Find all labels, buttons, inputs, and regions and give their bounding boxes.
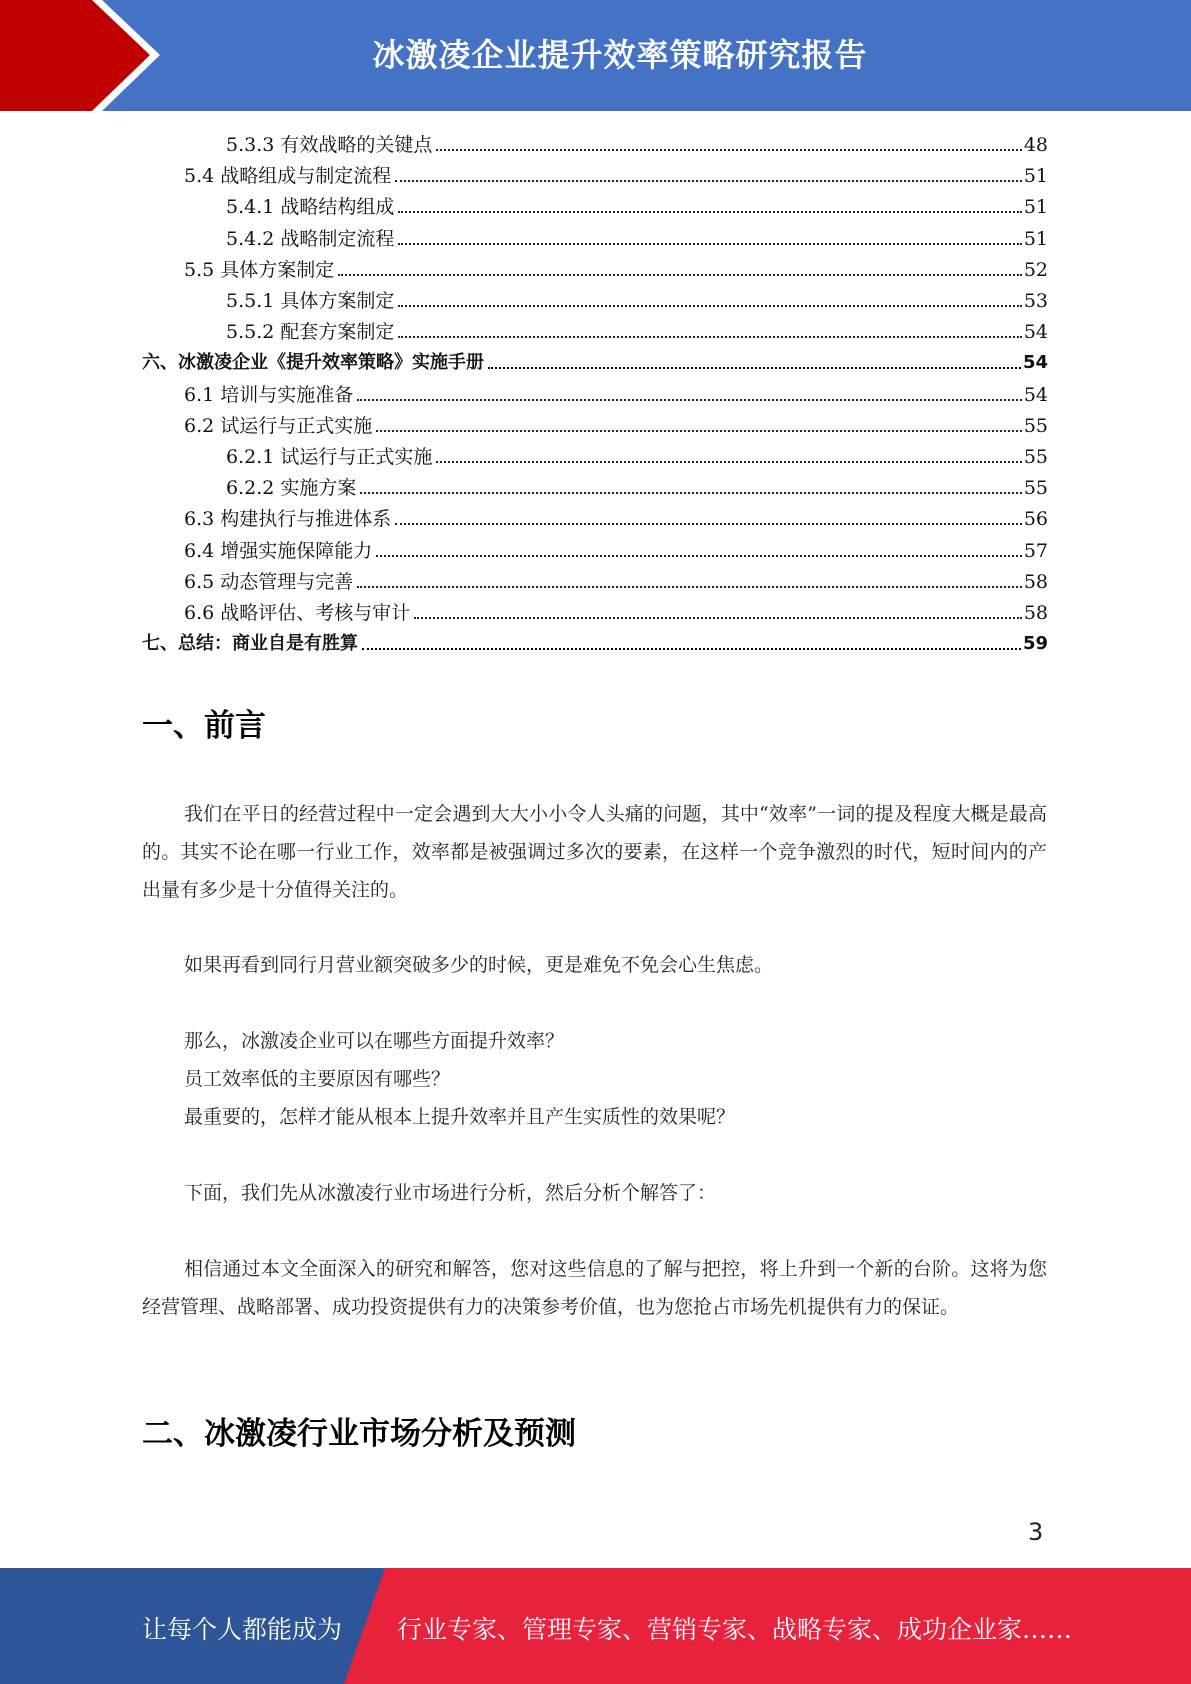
section-heading-preface: 一、前言 xyxy=(142,708,266,744)
paragraph: 下面，我们先从冰激凌行业市场进行分析，然后分析个解答了： xyxy=(184,1182,717,1204)
toc-entry-page: 59 xyxy=(1022,633,1048,655)
toc-entry[interactable] xyxy=(226,189,1048,220)
toc-entry-page: 51 xyxy=(1023,196,1048,219)
toc-entry[interactable] xyxy=(184,408,1048,439)
toc-leader-dots xyxy=(395,180,1022,182)
toc-leader-dots xyxy=(436,149,1021,151)
toc-entry[interactable] xyxy=(142,345,1048,376)
toc-entry[interactable] xyxy=(184,533,1048,564)
toc-entry-page: 56 xyxy=(1023,508,1048,531)
toc-entry-title: 6.3 构建执行与推进体系 xyxy=(184,508,392,531)
page-header xyxy=(0,0,1191,111)
toc-entry-page: 48 xyxy=(1023,134,1048,156)
footer-slogan-right: 行业专家、管理专家、营销专家、战略专家、成功企业家…… xyxy=(397,1615,1073,1644)
toc-entry[interactable] xyxy=(184,501,1048,532)
toc-entry[interactable] xyxy=(226,439,1048,470)
toc-entry-page: 51 xyxy=(1023,227,1048,250)
page-number: 3 xyxy=(1028,1518,1044,1546)
toc-leader-dots xyxy=(376,555,1022,557)
toc-entry[interactable] xyxy=(226,314,1048,345)
question-line: 员工效率低的主要原因有哪些？ xyxy=(184,1068,451,1090)
toc-leader-dots xyxy=(488,367,1021,369)
paragraph: 我们在平日的经营过程中一定会遇到大大小小令人头痛的问题，其中“效率”一词的提及程度大概是最高的。其实不论在哪一行业工作，效率都是被强调过多次的要素，在这样一个竞争激烈的时代，短时间内的产出量有多少是十分值得关注的。 xyxy=(142,803,1047,901)
section-heading-market-analysis: 二、冰激凌行业市场分析及预测 xyxy=(142,1416,576,1452)
toc-entry-title: 5.4.2 战略制定流程 xyxy=(226,227,395,250)
toc-entry-title: 6.2 试运行与正式实施 xyxy=(184,414,373,437)
toc-entry-title: 6.2.1 试运行与正式实施 xyxy=(226,446,433,468)
toc-entry-title: 5.3.3 有效战略的关键点 xyxy=(226,134,433,156)
toc-entry-page: 57 xyxy=(1023,539,1048,562)
toc-entry-page: 51 xyxy=(1023,165,1048,188)
toc-entry-title: 5.5.2 配套方案制定 xyxy=(226,321,395,344)
page-footer xyxy=(0,1568,1191,1684)
toc-leader-dots xyxy=(360,492,1021,494)
paragraph: 如果再看到同行月营业额突破多少的时候，更是难免不免会心生焦虑。 xyxy=(184,954,774,976)
toc-leader-dots xyxy=(414,617,1022,619)
toc-entry-page: 55 xyxy=(1023,477,1048,500)
toc-leader-dots xyxy=(398,305,1021,307)
toc-entry-page: 53 xyxy=(1023,290,1048,312)
toc-entry-page: 52 xyxy=(1023,258,1048,281)
toc-entry-page: 54 xyxy=(1022,352,1048,374)
toc-entry[interactable] xyxy=(184,158,1048,189)
toc-leader-dots xyxy=(398,336,1021,338)
toc-leader-dots xyxy=(436,461,1021,463)
toc-entry-title: 5.4.1 战略结构组成 xyxy=(226,196,395,219)
toc-entry-title: 5.5.1 具体方案制定 xyxy=(226,290,395,312)
toc-entry[interactable] xyxy=(226,470,1048,501)
toc-entry[interactable] xyxy=(226,127,1048,158)
footer-slogan-left: 让每个人都能成为 xyxy=(142,1615,343,1644)
toc-entry-page: 58 xyxy=(1023,602,1048,624)
toc-entry[interactable] xyxy=(226,283,1048,314)
toc-entry[interactable] xyxy=(184,564,1048,595)
toc-entry-page: 55 xyxy=(1023,414,1048,437)
toc-entry-title: 5.5 具体方案制定 xyxy=(184,258,335,281)
toc-entry-page: 58 xyxy=(1023,570,1048,593)
toc-leader-dots xyxy=(398,211,1021,213)
toc-entry-title: 6.5 动态管理与完善 xyxy=(184,570,354,593)
toc-entry[interactable] xyxy=(184,595,1048,626)
toc-entry-title: 七、总结：商业自是有胜算 xyxy=(142,633,358,655)
toc-entry-page: 54 xyxy=(1023,383,1048,406)
toc-entry-title: 6.4 增强实施保障能力 xyxy=(184,539,373,562)
toc-entry-title: 6.6 战略评估、考核与审计 xyxy=(184,602,411,624)
toc-entry-page: 55 xyxy=(1023,446,1048,468)
toc-leader-dots xyxy=(357,399,1022,401)
toc-entry-title: 六、冰激凌企业《提升效率策略》实施手册 xyxy=(142,352,484,374)
toc-leader-dots xyxy=(357,586,1022,588)
question-line: 那么，冰激凌企业可以在哪些方面提升效率？ xyxy=(184,1030,565,1052)
toc-entry[interactable] xyxy=(226,221,1048,252)
toc-leader-dots xyxy=(338,274,1022,276)
toc-leader-dots xyxy=(395,523,1022,525)
paragraph: 相信通过本文全面深入的研究和解答，您对这些信息的了解与把控，将上升到一个新的台阶。这将为您经营管理、战略部署、成功投资提供有力的决策参考价值，也为您抢占市场先机提供有力的保证。 xyxy=(142,1258,1047,1318)
toc-leader-dots xyxy=(362,648,1021,650)
report-title: 冰激凌企业提升效率策略研究报告 xyxy=(372,36,868,74)
toc-entry-title: 5.4 战略组成与制定流程 xyxy=(184,165,392,188)
toc-leader-dots xyxy=(376,430,1022,432)
toc-entry[interactable] xyxy=(142,626,1048,657)
toc-leader-dots xyxy=(398,243,1021,245)
toc-entry-title: 6.2.2 实施方案 xyxy=(226,477,357,500)
toc-entry[interactable] xyxy=(184,377,1048,408)
toc-entry-page: 54 xyxy=(1023,321,1048,344)
toc-entry-title: 6.1 培训与实施准备 xyxy=(184,383,354,406)
toc-entry[interactable] xyxy=(184,252,1048,283)
question-line: 最重要的，怎样才能从根本上提升效率并且产生实质性的效果呢？ xyxy=(184,1106,736,1128)
